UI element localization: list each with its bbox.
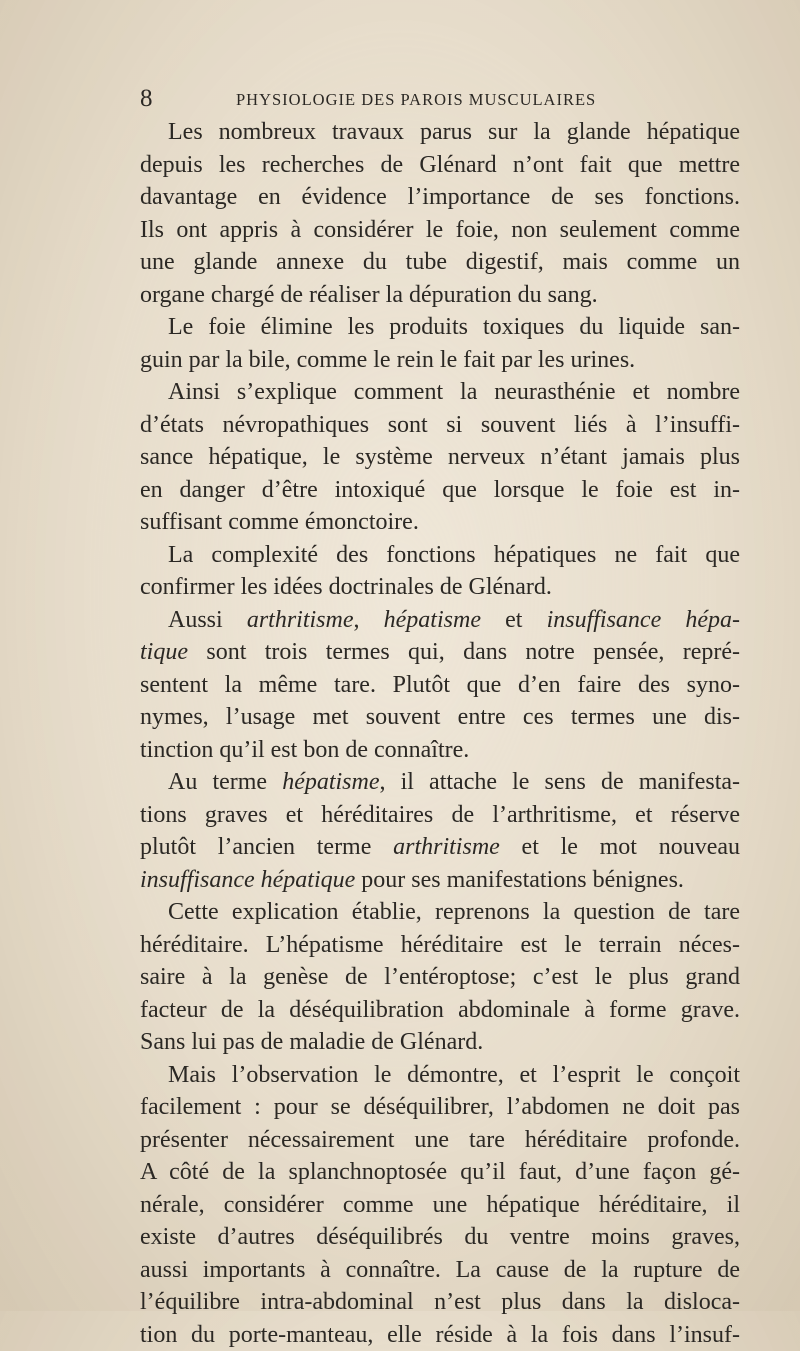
text-line: tique sont trois termes qui, dans notre pensée, repré- [140, 636, 740, 669]
text-line: Ils ont appris à considérer le foie, non seulement comme [140, 214, 740, 247]
text-line: aussi importants à connaître. La cause de la rupture de [140, 1254, 740, 1287]
text-line: l’équilibre intra-abdominal n’est plus dans la disloca- [140, 1286, 740, 1319]
text-line: Sans lui pas de maladie de Glénard. [140, 1026, 740, 1059]
text-line: en danger d’être intoxiqué que lorsque le foie est in- [140, 474, 740, 507]
running-title: PHYSIOLOGIE DES PAROIS MUSCULAIRES [236, 88, 596, 112]
text-line: une glande annexe du tube digestif, mais comme un [140, 246, 740, 279]
text-line: insuffisance hépatique pour ses manifestations bénignes. [140, 864, 740, 897]
text-line: tion du porte-manteau, elle réside à la fois dans l’insuf- [140, 1319, 740, 1351]
text-line: héréditaire. L’hépatisme héréditaire est le terrain néces- [140, 929, 740, 962]
text-line: plutôt l’ancien terme arthritisme et le mot nouveau [140, 831, 740, 864]
text-line: suffisant comme émonctoire. [140, 506, 740, 539]
text-line: La complexité des fonctions hépatiques ne fait que [140, 539, 740, 572]
text-line: présenter nécessairement une tare héréditaire profonde. [140, 1124, 740, 1157]
text-line: facilement : pour se déséquilibrer, l’abdomen ne doit pas [140, 1091, 740, 1124]
text-line: Au terme hépatisme, il attache le sens de manifesta- [140, 766, 740, 799]
text-line: facteur de la déséquilibration abdominale à forme grave. [140, 994, 740, 1027]
text-line: sentent la même tare. Plutôt que d’en faire des syno- [140, 669, 740, 702]
page-header [140, 84, 740, 114]
page-number: 8 [140, 84, 153, 114]
text-line: Ainsi s’explique comment la neurasthénie et nombre [140, 376, 740, 409]
text-line: sance hépatique, le système nerveux n’étant jamais plus [140, 441, 740, 474]
text-line: nymes, l’usage met souvent entre ces termes une dis- [140, 701, 740, 734]
text-line: davantage en évidence l’importance de ses fonctions. [140, 181, 740, 214]
text-line: Le foie élimine les produits toxiques du liquide san- [140, 311, 740, 344]
text-line: Mais l’observation le démontre, et l’esprit le conçoit [140, 1059, 740, 1092]
text-line: nérale, considérer comme une hépatique héréditaire, il [140, 1189, 740, 1222]
text-line: A côté de la splanchnoptosée qu’il faut, d’une façon gé- [140, 1156, 740, 1189]
text-line: saire à la genèse de l’entéroptose; c’est le plus grand [140, 961, 740, 994]
text-line: tinction qu’il est bon de connaître. [140, 734, 740, 767]
text-line: d’états névropathiques sont si souvent liés à l’insuffi- [140, 409, 740, 442]
text-line: existe d’autres déséquilibrés du ventre moins graves, [140, 1221, 740, 1254]
text-line: Les nombreux travaux parus sur la glande hépatique [140, 116, 740, 149]
text-line: organe chargé de réaliser la dépuration du sang. [140, 279, 740, 312]
text-line: tions graves et héréditaires de l’arthritisme, et réserve [140, 799, 740, 832]
text-line: depuis les recherches de Glénard n’ont fait que mettre [140, 149, 740, 182]
text-line: Aussi arthritisme, hépatisme et insuffisance hépa- [140, 604, 740, 637]
text-line: confirmer les idées doctrinales de Glénard. [140, 571, 740, 604]
text-line: guin par la bile, comme le rein le fait par les urines. [140, 344, 740, 377]
body-text [140, 116, 740, 1351]
text-line: Cette explication établie, reprenons la question de tare [140, 896, 740, 929]
